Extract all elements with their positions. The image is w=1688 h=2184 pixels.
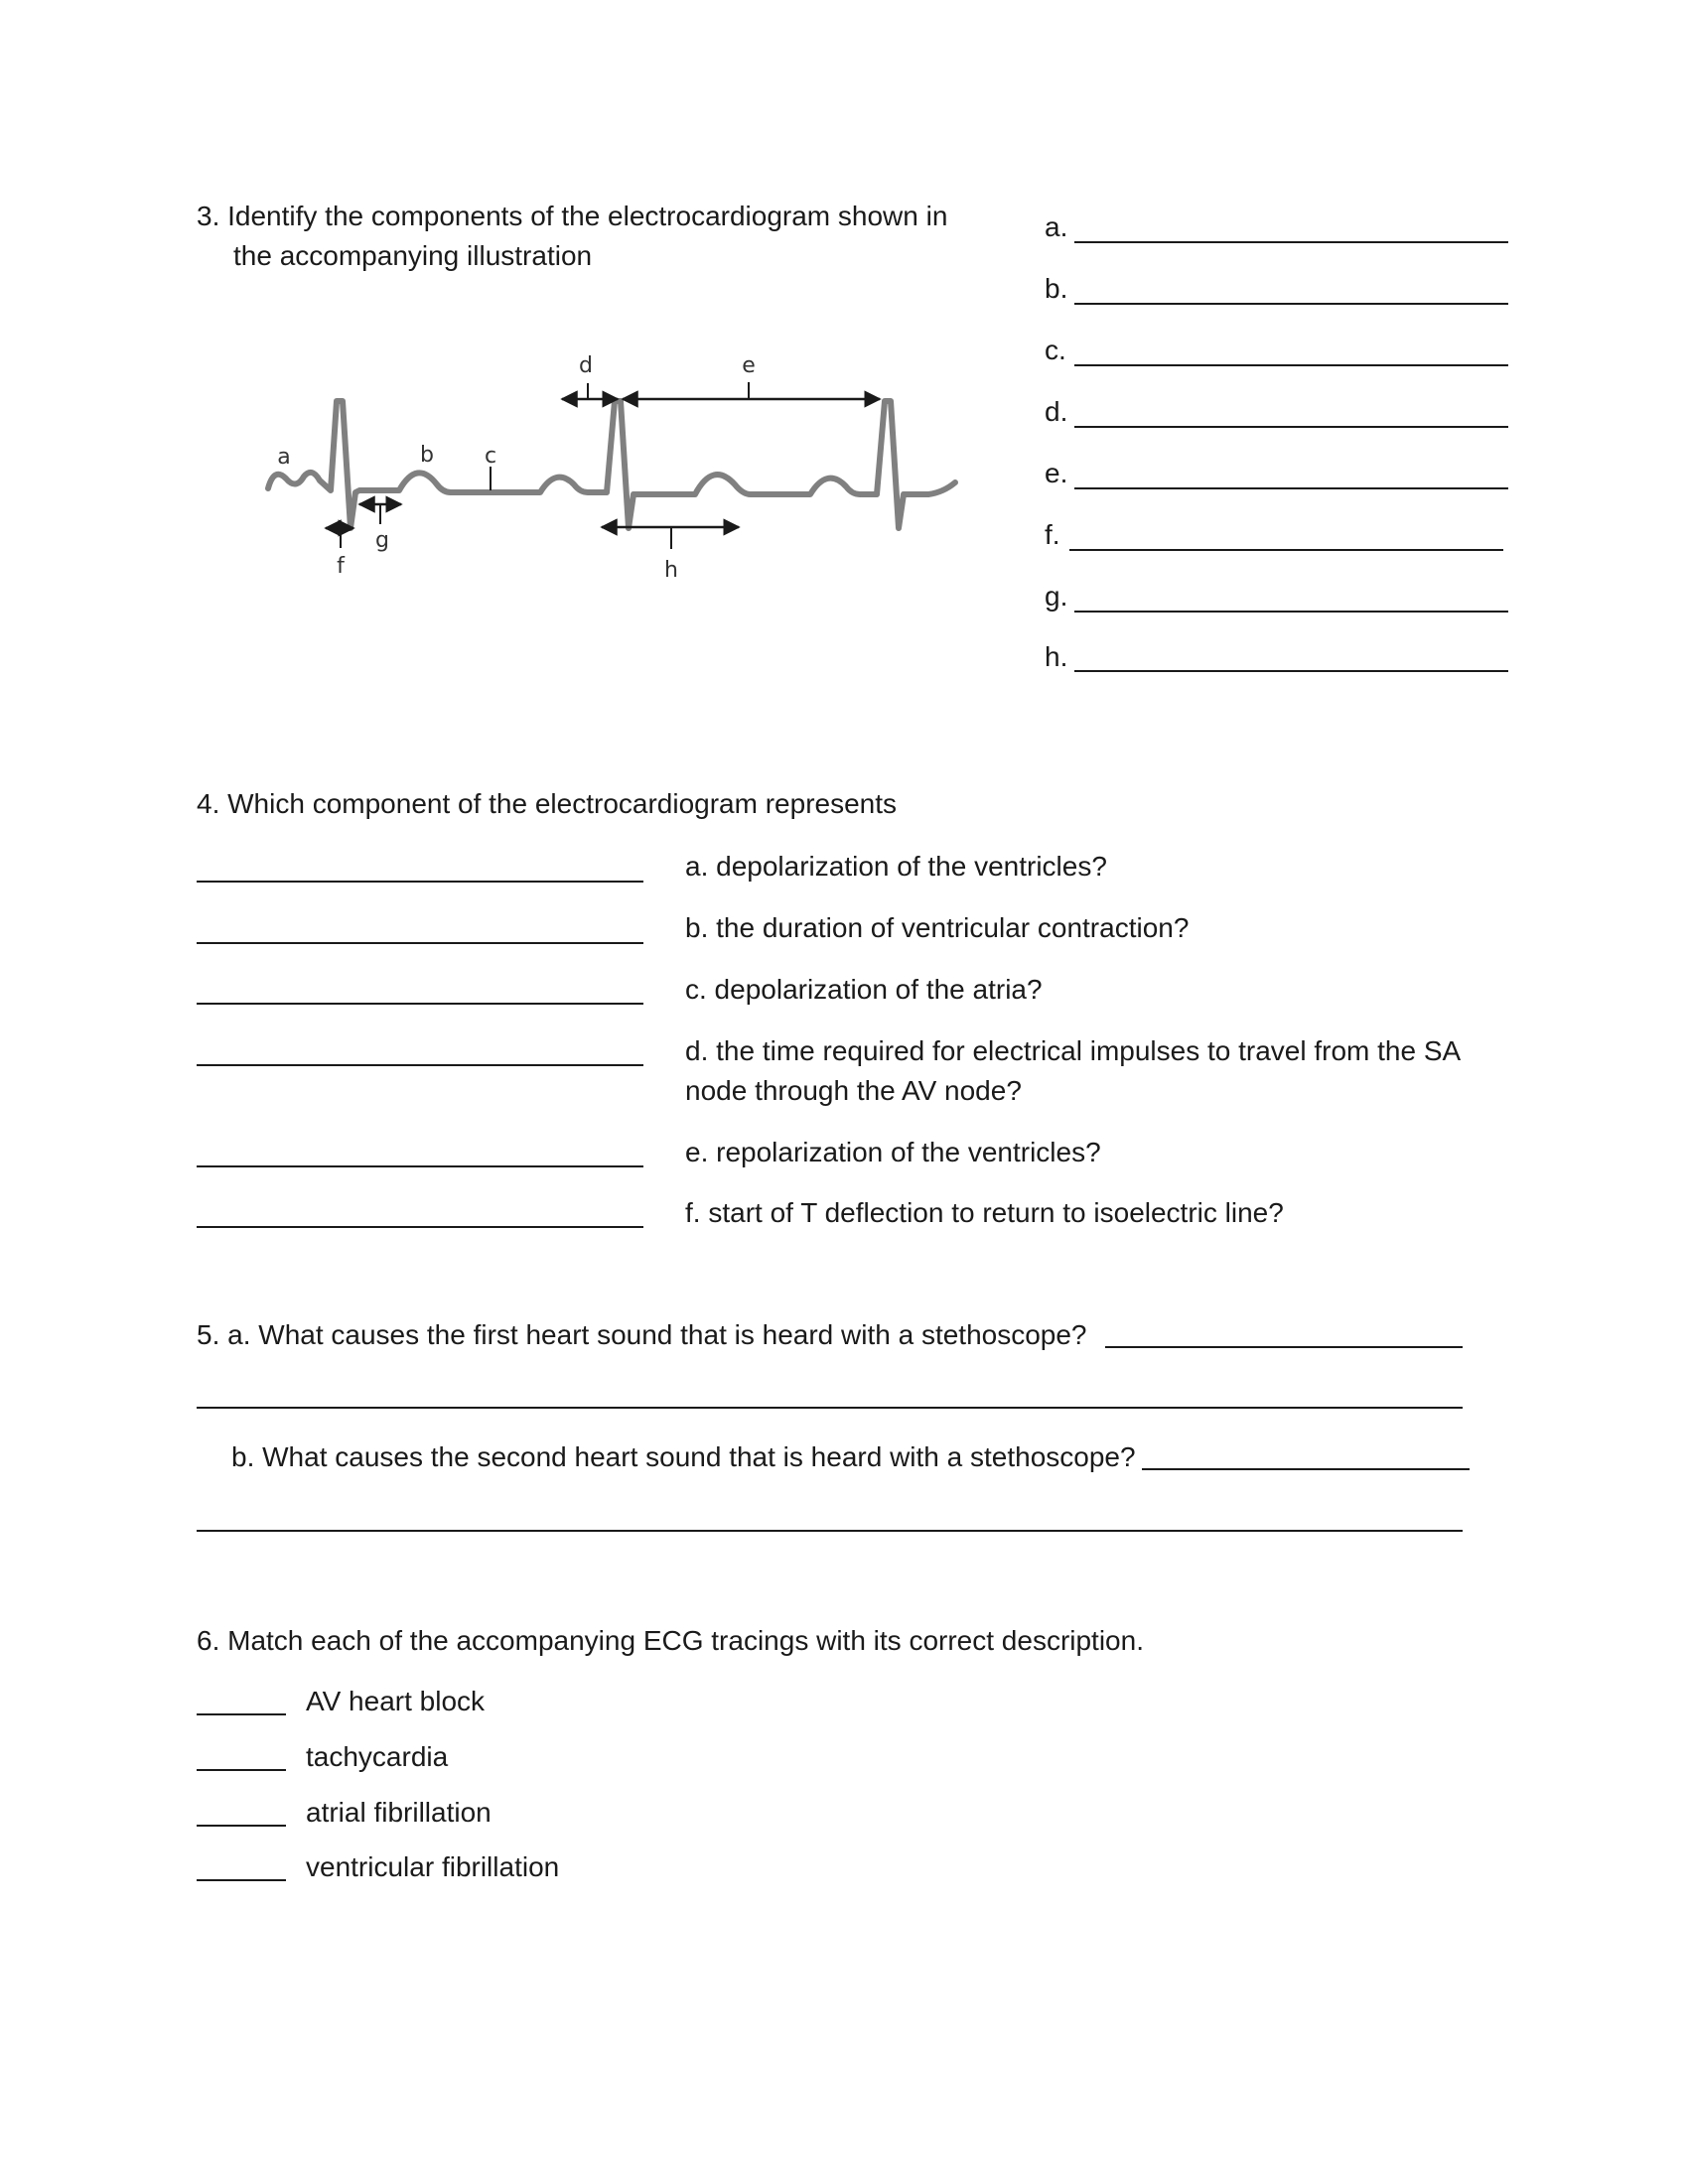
q3-answer-blank-b[interactable] [1074,303,1508,305]
q3-answer-label-d: d. [1045,396,1068,427]
q3-answer-label-g: g. [1045,581,1068,612]
q3-answer-label-f: f. [1045,519,1060,550]
q3-answer-blank-a[interactable] [1074,241,1508,243]
ecg-diagram [0,0,993,615]
q4-item-d: d. the time required for electrical impulses to travel from the SA [685,1035,1462,1066]
q4-item-b: b. the duration of ventricular contraction? [685,912,1190,943]
q4-item-d-continued: node through the AV node? [685,1075,1022,1106]
diagram-label-e: e [742,353,756,378]
q4-item-e: e. repolarization of the ventricles? [685,1137,1101,1167]
q4-blank-f[interactable] [197,1226,643,1228]
q3-prompt-line1: 3. Identify the components of the electrocardiogram shown in [197,201,948,231]
q6-blank-ventricular-fibrillation[interactable] [197,1879,286,1881]
ecg-trace [268,401,955,528]
q6-blank-atrial-fibrillation[interactable] [197,1825,286,1827]
q3-answer-blank-g[interactable] [1074,611,1508,613]
q3-answer-label-a: a. [1045,211,1068,242]
q5-part-a: 5. a. What causes the first heart sound that is heard with a stethoscope? [197,1319,1087,1350]
q4-item-f: f. start of T deflection to return to isoelectric line? [685,1197,1284,1228]
diagram-label-g: g [375,528,389,553]
q6-blank-av-heart-block[interactable] [197,1713,286,1715]
q3-prompt-line2: the accompanying illustration [233,240,593,271]
q4-item-c: c. depolarization of the atria? [685,974,1043,1005]
diagram-label-a: a [277,445,291,470]
q4-blank-b[interactable] [197,942,643,944]
diagram-label-d: d [579,353,593,378]
q4-blank-c[interactable] [197,1003,643,1005]
q6-option-atrial-fibrillation: atrial fibrillation [306,1797,492,1828]
q5-part-a-blank-line2[interactable] [197,1407,1463,1409]
diagram-label-c: c [484,444,497,469]
q3-answer-blank-h[interactable] [1074,670,1508,672]
diagram-label-f: f [337,554,345,579]
q6-prompt: 6. Match each of the accompanying ECG tracings with its correct description. [197,1625,1144,1656]
q3-answer-label-e: e. [1045,458,1068,488]
q4-blank-d[interactable] [197,1064,643,1066]
q5-part-b: b. What causes the second heart sound that is heard with a stethoscope? [231,1441,1136,1472]
q3-answer-label-h: h. [1045,641,1068,672]
q5-part-b-blank-line2[interactable] [197,1530,1463,1532]
q4-blank-a[interactable] [197,881,643,883]
q6-option-tachycardia: tachycardia [306,1741,449,1772]
q4-prompt: 4. Which component of the electrocardiogram represents [197,788,898,819]
q6-option-av-heart-block: AV heart block [306,1686,486,1716]
q3-answer-blank-f[interactable] [1069,549,1503,551]
q5-part-b-blank[interactable] [1142,1468,1470,1470]
q4-item-a: a. depolarization of the ventricles? [685,851,1107,882]
q6-blank-tachycardia[interactable] [197,1769,286,1771]
q3-answer-blank-e[interactable] [1074,487,1508,489]
q3-answer-label-b: b. [1045,273,1068,304]
q3-answer-blank-d[interactable] [1074,426,1508,428]
q5-part-a-blank[interactable] [1105,1346,1463,1348]
q3-answer-blank-c[interactable] [1074,364,1508,366]
diagram-label-b: b [420,443,434,468]
q6-option-ventricular-fibrillation: ventricular fibrillation [306,1851,560,1882]
q3-answer-label-c: c. [1045,335,1066,365]
diagram-label-h: h [664,558,678,583]
q4-blank-e[interactable] [197,1165,643,1167]
